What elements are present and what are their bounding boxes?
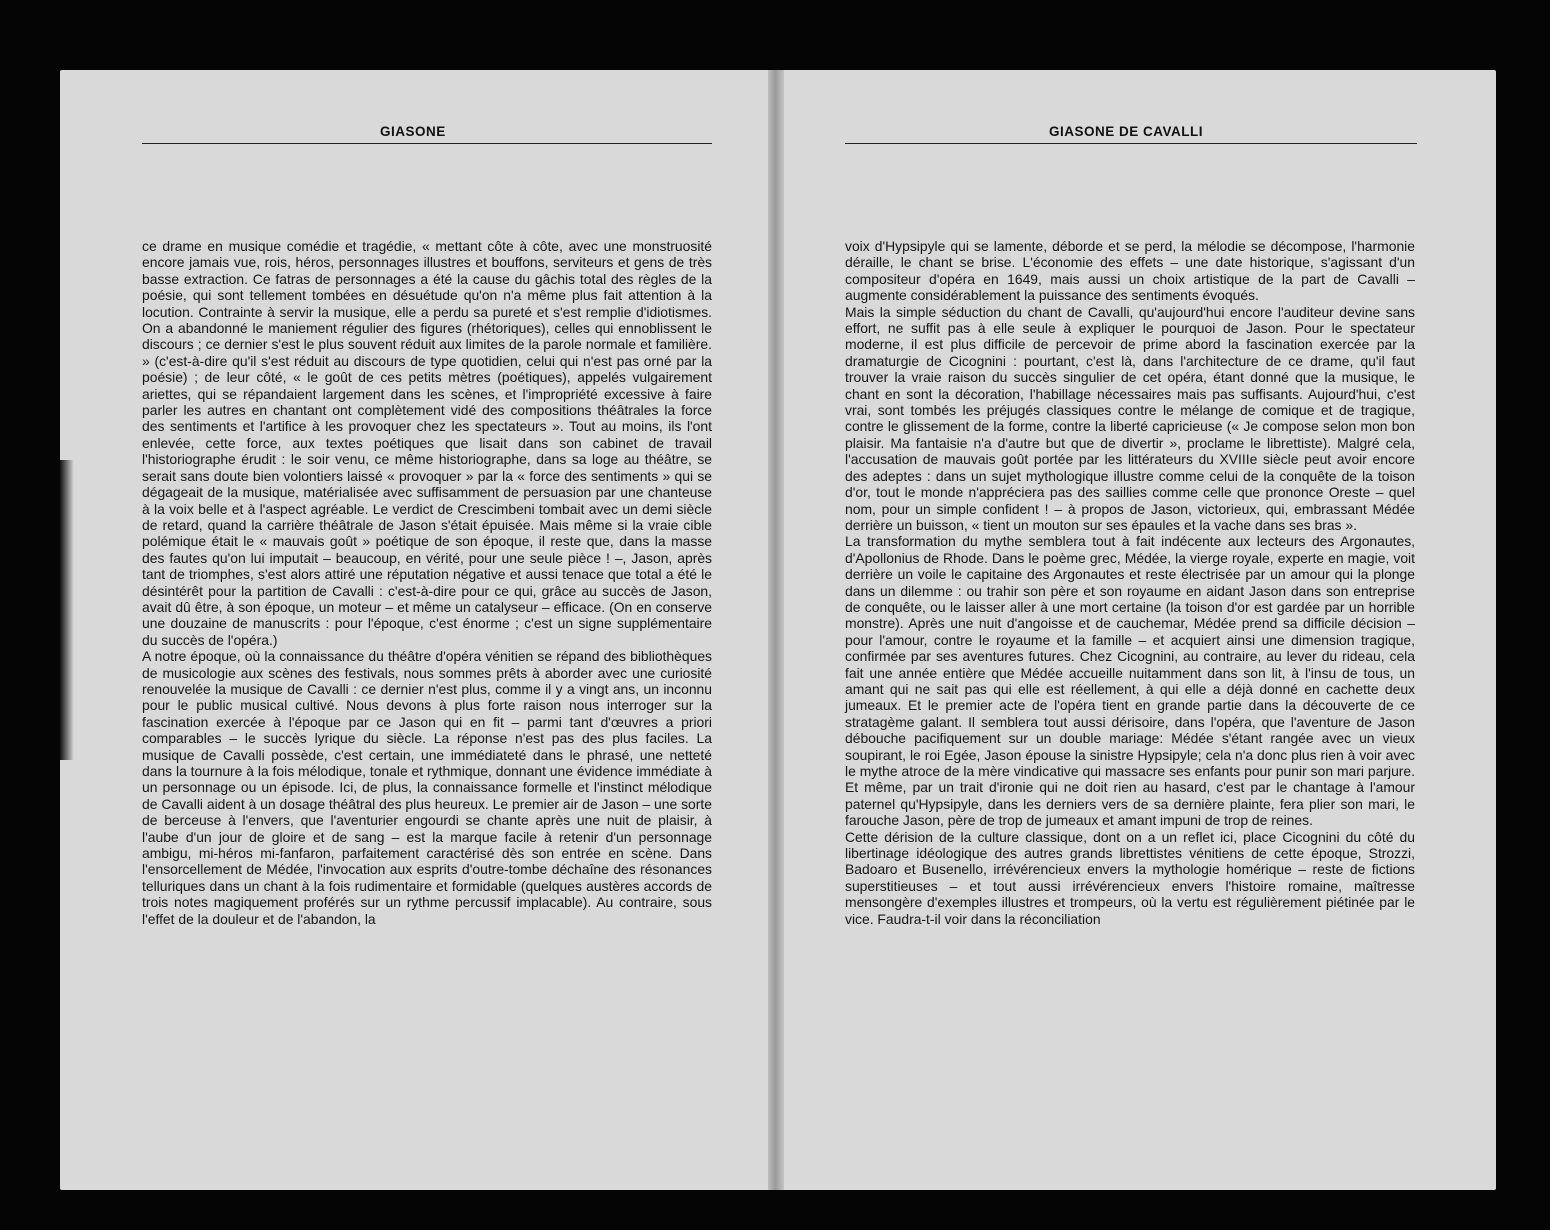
- right-running-head: GIASONE DE CAVALLI: [1049, 124, 1204, 139]
- paragraph: A notre époque, où la connaissance du théâtre d'opéra vénitien se répand des bibliothèques de musicologie aux scènes des festivals, nous sommes prêts à aborder avec une curiosité renouvelée la musique de Cavalli : ce dernier n'est plus, comme il y a vingt ans, un inconnu pour le public musical cultivé. Nous devons à plus forte raison nous interroger sur la fascination exercée à l'époque par ce Jason qui en fit – parmi tant d'œuvres a priori comparables – le succès lyrique du siècle. La réponse n'est pas des plus faciles. La musique de Cavalli possède, c'est certain, une immédiateté dans le phrasé, une netteté dans la tournure à la fois mélodique, tonale et rythmique, donnant une évidence immédiate à un personnage ou un épisode. Ici, de plus, la connaissance formelle et l'instinct mélodique de Cavalli aident à un dosage théâtral des plus heureux. Le premier air de Jason – une sorte de berceuse à l'envers, que l'aventurier engourdi se chante après une nuit de plaisir, à l'aube d'un jour de gloire et de sang – est la marque facile à retenir d'un personnage ambigu, mi-héros mi-fanfaron, parfaitement caractérisé dès son entrée en scène. Dans l'ensorcellement de Médée, l'invocation aux esprits d'outre-tombe déchaîne des résonances telluriques dans un chant à la fois rudimentaire et formidable (quelques austères accords de trois notes magiquement proférés sur un rythme percussif implacable). Au contraire, sous l'effet de la douleur et de l'abandon, la: [142, 648, 712, 927]
- left-body-text: [142, 238, 712, 927]
- paragraph: voix d'Hypsipyle qui se lamente, déborde et se perd, la mélodie se décompose, l'harmonie déraille, le chant se brise. L'économie des effets – une date historique, s'agissant d'un compositeur d'opéra en 1649, mais aussi un choix artistique de la part de Cavalli – augmente considérablement la puissance des sentiments évoqués.: [845, 238, 1415, 304]
- paragraph: ce drame en musique comédie et tragédie, « mettant côte à côte, avec une monstruosité encore jamais vue, rois, héros, personnages illustres et bouffons, serviteurs et gens de très basse extraction. Ce fatras de personnages a été la cause du gâchis total des règles de la poésie, qui sont tellement tombées en désuétude qu'on n'a même plus fait attention à la locution. Contrainte à servir la musique, elle a perdu sa pureté et s'est remplie d'idiotismes. On a abandonné le maniement régulier des figures (rhétoriques), celles qui ennoblissent le discours ; ce dernier s'est le plus souvent réduit aux limites de la parole normale et familière. » (c'est-à-dire qu'il s'est réduit au discours de type quotidien, celui qui n'est pas orné par la poésie) ; de leur côté, « le goût de ces petits mètres (poétiques), appelés vulgairement ariettes, qui se répandaient largement dans les scènes, et l'impropriété excessive à faire parler les autres en chantant ont complètement vidé des compositions théâtrales la force des sentiments et l'artifice à les provoquer chez les spectateurs ». Tout au moins, ils l'ont enlevée, cette force, aux textes poétiques que lisait dans son cabinet de travail l'historiographe érudit : le soir venu, ce même historiographe, dans sa loge au théâtre, se serait sans doute bien volontiers laissé « provoquer » par la « force des sentiments » qui se dégageait de la musique, matérialisée avec suffisamment de persuasion par une chanteuse à la voix belle et à l'aspect agréable. Le verdict de Crescimbeni tombait avec un demi siècle de retard, quand la carrière théâtrale de Jason s'était épuisée. Mais même si la vraie cible polémique était le « mauvais goût » poétique de son époque, il reste que, dans la masse des fautes qu'on lui imputait – beaucoup, en vérité, pour une seule pièce ! –, Jason, après tant de triomphes, s'est alors attiré une réputation négative et aussi tenace que total a été le désintérêt pour la partition de Cavalli : c'est-à-dire pour ce qui, grâce au succès de Jason, avait dû être, à son époque, un moteur – et même un catalyseur – efficace. (On en conserve une douzaine de manuscrits : pour l'époque, c'est énorme ; c'est un signe supplémentaire du succès de l'opéra.): [142, 238, 712, 648]
- left-header-rule: [142, 143, 712, 144]
- book-spine: [768, 70, 784, 1190]
- page-edge-shadow: [60, 460, 74, 760]
- left-running-head: GIASONE: [380, 124, 446, 139]
- paragraph: Cette dérision de la culture classique, dont on a un reflet ici, place Cicognini du côté du libertinage idéologique des autres grands librettistes vénitiens de cette époque, Strozzi, Badoaro et Busenello, irrévérencieux envers la mythologie homérique – reste de fictions superstitieuses – et tout aussi irrévérencieux envers l'histoire romaine, maîtresse mensongère d'exemples illustres et trompeurs, où la vertu est régulièrement piétinée par le vice. Faudra-t-il voir dans la réconciliation: [845, 828, 1415, 927]
- right-body-text: [845, 238, 1415, 927]
- paragraph: Mais la simple séduction du chant de Cavalli, qu'aujourd'hui encore l'auditeur devine sans effort, ne suffit pas à elle seule à expliquer le pourquoi de Jason. Pour le spectateur moderne, il est plus difficile de percevoir de prime abord la fascination exercée par la dramaturgie de Cicognini : pourtant, c'est là, dans l'architecture de ce drame, qu'il faut trouver la vraie raison du succès singulier de cet opéra, étant donné que la musique, le chant en sont la décoration, l'habillage nécessaires mais pas suffisants. Aujourd'hui, c'est vrai, sont tombés les préjugés classiques contre le mélange de comique et de tragique, contre le glissement de la forme, contre la liberté capricieuse (« Je compose selon mon bon plaisir. Ma fantaisie n'a d'autre but que de divertir », proclame le librettiste). Malgré cela, l'accusation de mauvais goût portée par les littérateurs du XVIIIe siècle peut avoir encore des adeptes : dans un sujet mythologique illustre comme celui de la conquête de la toison d'or, tout le monde n'appréciera pas des saillies comme celle que prononce Oreste – quel nom, pour un simple confident ! – à propos de Jason, victorieux, qui, embrassant Médée derrière un buisson, « tient un mouton sur ses épaules et la vache dans ses bras ».: [845, 303, 1415, 533]
- right-header-rule: [845, 143, 1417, 144]
- paragraph: La transformation du mythe semblera tout à fait indécente aux lecteurs des Argonautes, d'Apollonius de Rhode. Dans le poème grec, Médée, la vierge royale, experte en magie, voit derrière un voile le capitaine des Argonautes et reste électrisée par un amour qui la plonge dans un dilemme : ou trahir son père et son royaume en aidant Jason dans son entreprise de conquête, ou le laisser aller à une mort certaine (la toison d'or est gardée par un horrible monstre). Après une nuit d'angoisse et de cauchemar, Médée prend sa difficile décision – pour l'amour, contre le royaume et la famille – et acquiert ainsi une dimension tragique, confirmée par ses aventures futures. Chez Cicognini, au contraire, au lever du rideau, cela fait une année entière que Médée accueille nuitamment dans son lit, à l'insu de tous, un amant qui ne sait pas qui elle est réellement, à qui elle a déjà donné en cachette deux jumeaux. Et le premier acte de l'opéra tient en grande partie dans la découverte de ce stratagème galant. Il semblera tout aussi dérisoire, dans l'opéra, que l'aventure de Jason débouche pacifiquement sur un double mariage: Médée s'étant rangée avec un vieux soupirant, le roi Egée, Jason épouse la sinistre Hypsipyle; cela n'a donc plus rien à voir avec le mythe atroce de la mère vindicative qui massacre ses enfants pour punir son mari parjure. Et même, par un trait d'ironie qui ne doit rien au hasard, c'est par le chantage à l'amour paternel qu'Hypsipyle, dans les derniers vers de sa dernière plainte, fera plier son mari, le farouche Jason, père de trop de jumeaux et amant impuni de trop de reines.: [845, 533, 1415, 829]
